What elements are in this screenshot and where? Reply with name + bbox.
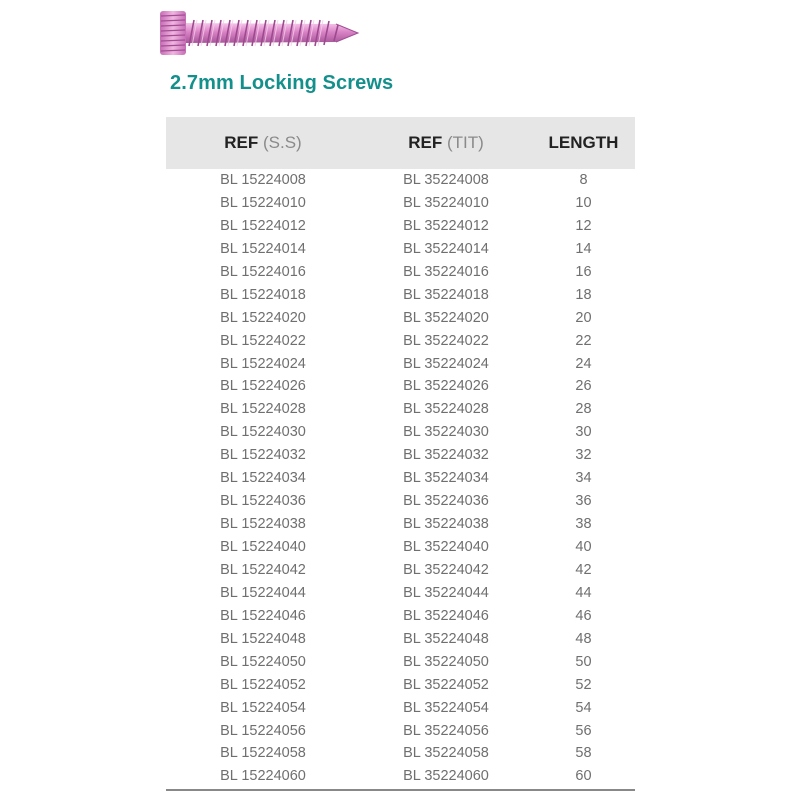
ref-tit-cell: BL 35224054	[403, 699, 489, 716]
table-row	[166, 720, 635, 743]
ref-tit-cell: BL 35224038	[403, 516, 489, 533]
length-cell: 36	[575, 493, 592, 510]
table-bottom-rule	[166, 789, 635, 791]
table-row	[166, 467, 635, 490]
table-row	[166, 444, 635, 467]
length-cell: 50	[575, 653, 592, 670]
table-row	[166, 582, 635, 605]
ref-ss-cell: BL 15224030	[220, 424, 306, 441]
length-cell: 46	[575, 607, 592, 624]
table-row	[166, 169, 635, 192]
ref-tit-cell: BL 35224022	[403, 332, 489, 349]
table-row	[166, 284, 635, 307]
length-cell: 42	[575, 561, 592, 578]
header-ref-ss	[166, 117, 360, 169]
table-row	[166, 628, 635, 651]
header-ref-tit-sub: (TIT)	[446, 133, 484, 152]
ref-tit-cell: BL 35224034	[403, 470, 489, 487]
length-cell: 28	[575, 401, 592, 418]
ref-ss-cell: BL 15224014	[220, 240, 306, 257]
ref-tit-cell: BL 35224050	[403, 653, 489, 670]
length-cell: 30	[575, 424, 592, 441]
length-cell: 34	[575, 470, 592, 487]
ref-ss-cell: BL 15224042	[220, 561, 306, 578]
ref-ss-cell: BL 15224040	[220, 539, 306, 555]
length-cell: 48	[575, 630, 592, 647]
ref-tit-cell: BL 35224010	[403, 194, 489, 211]
ref-ss-cell: BL 15224054	[220, 699, 306, 716]
length-cell: 56	[575, 722, 592, 739]
reference-table	[166, 117, 635, 788]
length-cell: 24	[575, 355, 592, 372]
ref-ss-cell: BL 15224048	[220, 630, 306, 647]
length-cell: 18	[575, 286, 592, 303]
header-ref-tit	[360, 117, 532, 169]
header-ref-ss-sub: (S.S)	[263, 133, 302, 152]
header-ref-tit-main: REF	[408, 133, 443, 152]
ref-ss-cell: BL 15224046	[220, 607, 306, 624]
table-header-row	[166, 117, 635, 169]
table-row	[166, 261, 635, 284]
ref-tit-cell: BL 35224008	[403, 172, 489, 188]
length-cell: 26	[575, 378, 592, 395]
ref-tit-cell: BL 35224018	[403, 286, 489, 303]
ref-tit-cell: BL 35224016	[403, 263, 489, 280]
ref-ss-cell: BL 15224052	[220, 676, 306, 693]
length-cell: 14	[575, 240, 592, 257]
ref-tit-cell: BL 35224042	[403, 561, 489, 578]
table-row	[166, 651, 635, 674]
table-row	[166, 765, 635, 788]
length-cell: 20	[575, 309, 592, 326]
ref-tit-cell: BL 35224044	[403, 584, 489, 601]
ref-tit-cell: BL 35224030	[403, 424, 489, 441]
table-row	[166, 307, 635, 330]
ref-ss-cell: BL 15224056	[220, 722, 306, 739]
ref-ss-cell: BL 15224036	[220, 493, 306, 510]
table-row	[166, 353, 635, 376]
table-row	[166, 742, 635, 765]
length-cell: 16	[575, 263, 592, 280]
length-cell: 52	[575, 676, 592, 693]
ref-tit-cell: BL 35224020	[403, 309, 489, 326]
ref-tit-cell: BL 35224014	[403, 240, 489, 257]
table-body	[166, 169, 635, 788]
table-row	[166, 559, 635, 582]
ref-tit-cell: BL 35224024	[403, 355, 489, 372]
table-row	[166, 421, 635, 444]
locking-screw-illustration-icon	[158, 10, 360, 56]
ref-ss-cell: BL 15224016	[220, 263, 306, 280]
length-cell: 10	[575, 194, 592, 211]
ref-tit-cell: BL 35224058	[403, 745, 489, 762]
ref-tit-cell: BL 35224028	[403, 401, 489, 418]
table-row	[166, 490, 635, 513]
length-cell: 12	[575, 217, 592, 234]
product-title: 2.7mm Locking Screws	[170, 72, 394, 94]
ref-tit-cell: BL 35224048	[403, 630, 489, 647]
ref-ss-cell: BL 15224024	[220, 355, 306, 372]
length-cell: 54	[575, 699, 592, 716]
table-row	[166, 192, 635, 215]
table-row	[166, 674, 635, 697]
ref-ss-cell: BL 15224020	[220, 309, 306, 326]
ref-ss-cell: BL 15224010	[220, 194, 306, 211]
table-row	[166, 513, 635, 536]
ref-ss-cell: BL 15224034	[220, 470, 306, 487]
ref-tit-cell: BL 35224060	[403, 768, 489, 785]
length-cell: 38	[575, 516, 592, 533]
header-length-main: LENGTH	[548, 133, 619, 152]
ref-tit-cell: BL 35224026	[403, 378, 489, 395]
ref-ss-cell: BL 15224008	[220, 172, 306, 188]
table-row	[166, 697, 635, 720]
ref-tit-cell: BL 35224036	[403, 493, 489, 510]
ref-ss-cell: BL 15224050	[220, 653, 306, 670]
header-length	[532, 117, 635, 169]
ref-ss-cell: BL 15224038	[220, 516, 306, 533]
ref-ss-cell: BL 15224028	[220, 401, 306, 418]
ref-ss-cell: BL 15224018	[220, 286, 306, 303]
ref-tit-cell: BL 35224012	[403, 217, 489, 234]
ref-ss-cell: BL 15224032	[220, 447, 306, 464]
table-row	[166, 536, 635, 559]
table-row	[166, 605, 635, 628]
length-cell: 58	[575, 745, 592, 762]
length-cell: 44	[575, 584, 592, 601]
length-cell: 22	[575, 332, 592, 349]
ref-ss-cell: BL 15224044	[220, 584, 306, 601]
ref-tit-cell: BL 35224032	[403, 447, 489, 464]
ref-tit-cell: BL 35224046	[403, 607, 489, 624]
ref-ss-cell: BL 15224060	[220, 768, 306, 785]
table-row	[166, 330, 635, 353]
table-row	[166, 398, 635, 421]
table-row	[166, 238, 635, 261]
length-cell: 32	[575, 447, 592, 464]
ref-ss-cell: BL 15224026	[220, 378, 306, 395]
ref-ss-cell: BL 15224058	[220, 745, 306, 762]
header-ref-ss-main: REF	[224, 133, 259, 152]
length-cell: 60	[575, 768, 592, 785]
ref-ss-cell: BL 15224012	[220, 217, 306, 234]
length-cell: 40	[575, 539, 592, 555]
ref-tit-cell: BL 35224052	[403, 676, 489, 693]
length-cell: 8	[579, 172, 588, 188]
ref-ss-cell: BL 15224022	[220, 332, 306, 349]
table-row	[166, 215, 635, 238]
ref-tit-cell: BL 35224056	[403, 722, 489, 739]
table-row	[166, 375, 635, 398]
ref-tit-cell: BL 35224040	[403, 539, 489, 555]
